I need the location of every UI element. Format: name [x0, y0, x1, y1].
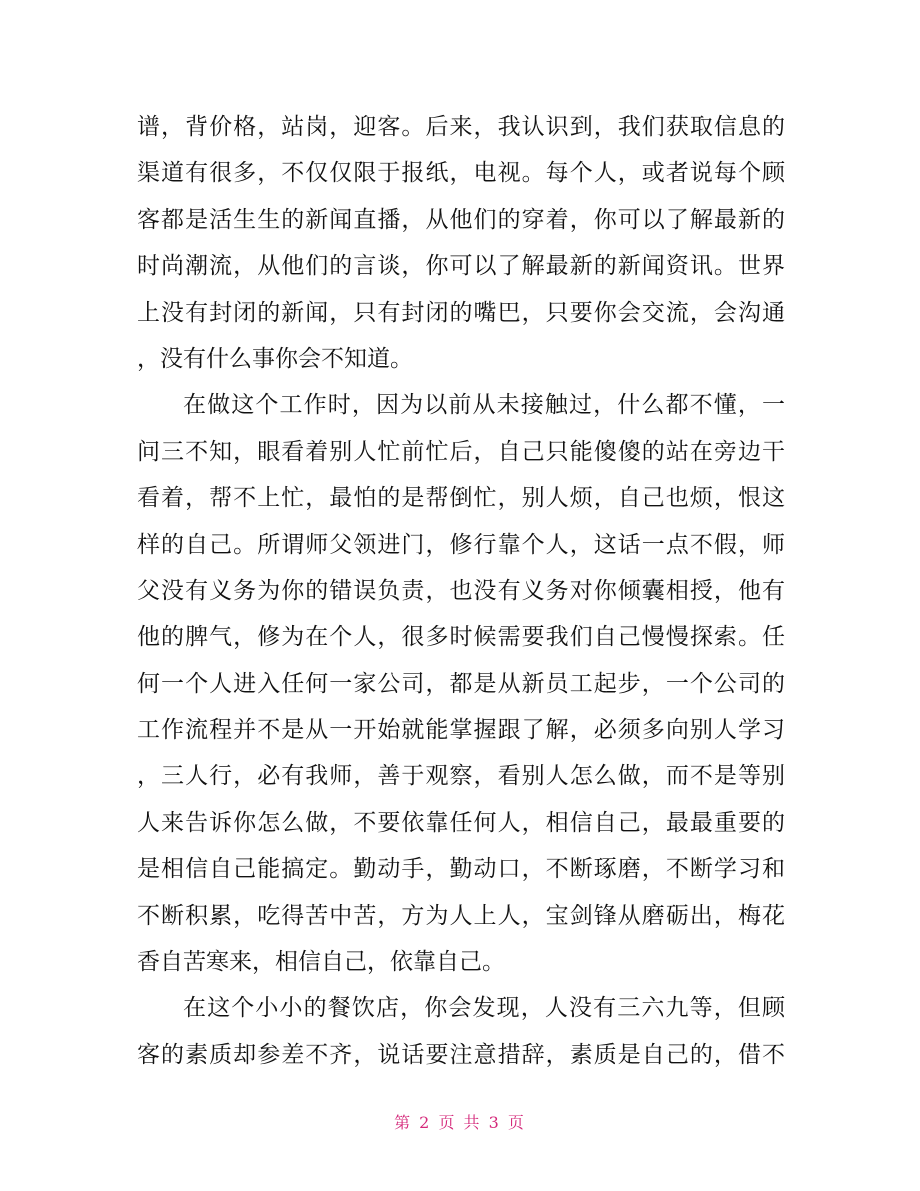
text-line: 时尚潮流，从他们的言谈，你可以了解最新的新闻资讯。世界 — [137, 253, 785, 280]
text-line: 何一个人进入任何一家公司，都是从新员工起步，一个公司的 — [137, 670, 785, 697]
paragraph-3 — [137, 985, 785, 1078]
text-line: 在这个小小的餐饮店，你会发现，人没有三六九等，但顾 — [183, 995, 785, 1022]
text-line: 他的脾气，修为在个人，很多时候需要我们自己慢慢探索。任 — [137, 624, 785, 651]
text-line: 工作流程并不是从一开始就能掌握跟了解，必须多向别人学习 — [137, 717, 785, 744]
text-line: 在做这个工作时，因为以前从未接触过，什么都不懂，一 — [183, 392, 785, 419]
text-line: 谱，背价格，站岗，迎客。后来，我认识到，我们获取信息的 — [137, 114, 785, 140]
text-line: 上没有封闭的新闻，只有封闭的嘴巴，只要你会交流，会沟通 — [137, 299, 785, 326]
text-line: 客的素质却参差不齐，说话要注意措辞，素质是自己的，借不 — [137, 1041, 785, 1068]
text-line: 是相信自己能搞定。勤动手，勤动口，不断琢磨，不断学习和 — [137, 856, 785, 883]
paragraph-1 — [137, 104, 785, 382]
text-line: 父没有义务为你的错误负责，也没有义务对你倾囊相授，他有 — [137, 577, 785, 604]
text-line: 渠道有很多，不仅仅限于报纸，电视。每个人，或者说每个顾 — [137, 160, 785, 187]
text-line: 样的自己。所谓师父领进门，修行靠个人，这话一点不假，师 — [137, 531, 785, 558]
text-line: 问三不知，眼看着别人忙前忙后，自己只能傻傻的站在旁边干 — [137, 438, 785, 465]
paragraph-2 — [137, 382, 785, 985]
text-line: ，三人行，必有我师，善于观察，看别人怎么做，而不是等别 — [137, 763, 785, 790]
text-line: 客都是活生生的新闻直播，从他们的穿着，你可以了解最新的 — [137, 206, 785, 233]
document-body — [137, 104, 785, 1078]
text-line: ，没有什么事你会不知道。 — [137, 345, 413, 372]
text-line: 不断积累，吃得苦中苦，方为人上人，宝剑锋从磨砺出，梅花 — [137, 902, 785, 929]
text-line: 人来告诉你怎么做，不要依靠任何人，相信自己，最最重要的 — [137, 809, 785, 836]
page-number-footer: 第 2 页 共 3 页 — [394, 1113, 526, 1132]
text-line: 香自苦寒来，相信自己，依靠自己。 — [137, 949, 505, 976]
text-line: 看着，帮不上忙，最怕的是帮倒忙，别人烦，自己也烦，恨这 — [137, 485, 785, 512]
